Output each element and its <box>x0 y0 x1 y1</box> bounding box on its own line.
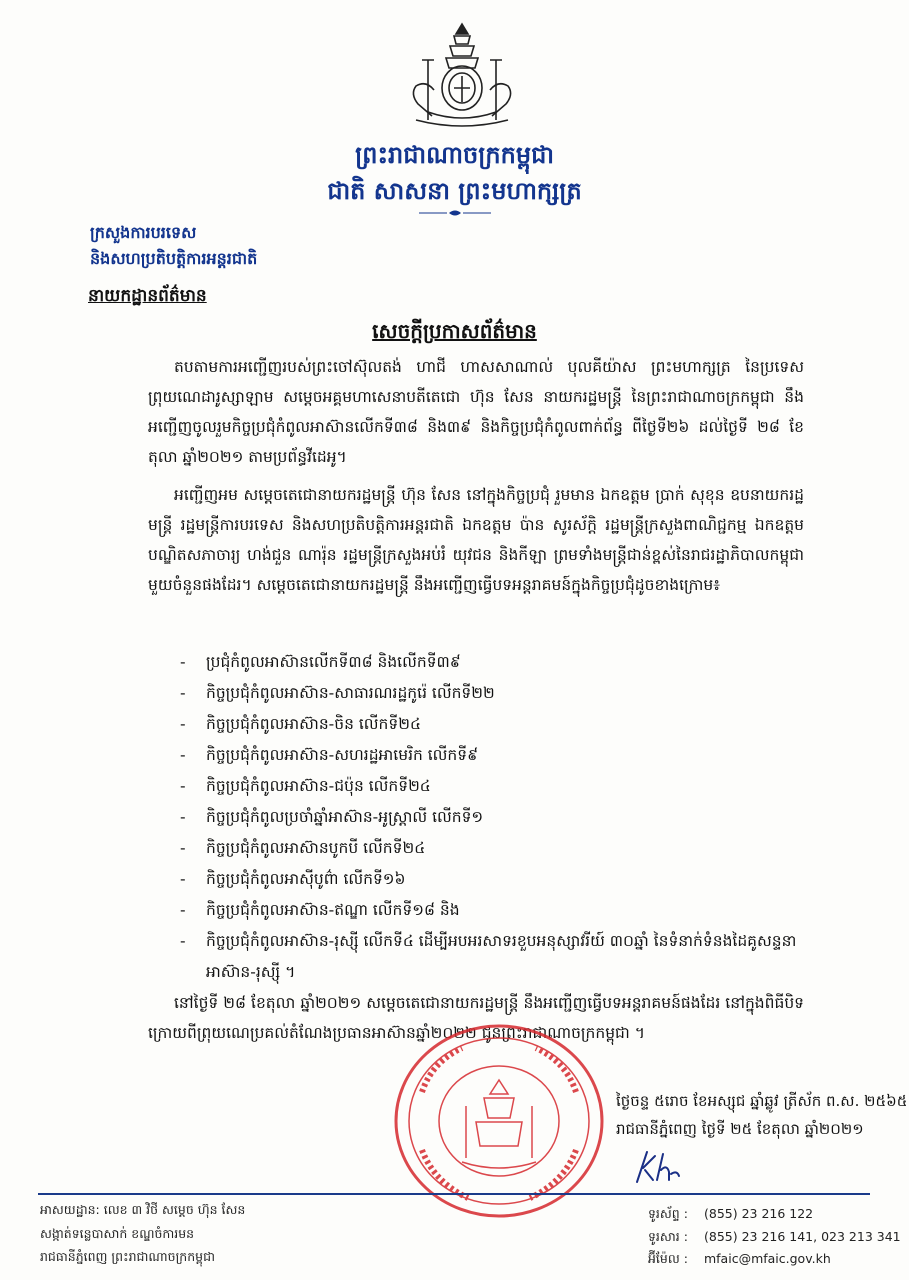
email-value: mfaic@mfaic.gov.kh <box>703 1251 831 1266</box>
list-item: - កិច្ចប្រជុំកំពូលប្រចាំឆ្នាំអាស៊ាន-អូស្ត្រាលី លើកទី១ <box>180 802 800 833</box>
list-item: - ប្រជុំកំពូលអាស៊ានលើកទី៣៨ និងលើកទី៣៩ <box>180 647 800 678</box>
fax-value: (855) 23 216 141, 023 213 341 <box>703 1229 901 1244</box>
date-lunar: ថ្ងៃចន្ទ ៥រោច ខែអស្សុជ ឆ្នាំឆ្លូវ ត្រីស័ក ព.ស. ២៥៦៥ <box>616 1092 908 1110</box>
signature-icon <box>633 1146 683 1186</box>
department-name: នាយកដ្ឋានព័ត៌មាន <box>88 286 207 306</box>
list-item: - កិច្ចប្រជុំកំពូលអាស៊ាន-សាធារណរដ្ឋកូរ៉េ លើកទី២២ <box>180 678 800 709</box>
list-item: - កិច្ចប្រជុំកំពូលអាស៊ានបូកបី លើកទី២៤ <box>180 833 800 864</box>
fax-label: ទូរសារ : <box>648 1229 688 1244</box>
list-item: - កិច្ចប្រជុំកំពូលអាស៊ីបូព៌ា លើកទី១៦ <box>180 864 800 895</box>
official-seal-icon <box>392 1022 606 1220</box>
list-item: - កិច្ចប្រជុំកំពូលអាស៊ាន-សហរដ្ឋអាមេរិក លើកទី៩ <box>180 740 800 771</box>
footer-divider <box>38 1193 870 1195</box>
list-item: - កិច្ចប្រជុំកំពូលអាស៊ាន-ចិន លើកទី២៤ <box>180 709 800 740</box>
ministry-name-line2: និងសហប្រតិបត្តិការអន្តរជាតិ <box>90 249 258 268</box>
paragraph-closing: នៅថ្ងៃទី ២៨ ខែតុលា ឆ្នាំ២០២១ សម្តេចតេជោនាយករដ្ឋមន្ត្រី នឹងអញ្ជើញធ្វើបទអន្តរាគមន៍ផងដែរ នៅក្នុងពិធីបិទ ក្រោយពីព្រុយណេប្រគល់តំណែងប្រធានអាស៊ានឆ្នាំ២០២២ ជូនព្រះរាជាណាចក្រកម្ពុជា ។ <box>148 994 804 1042</box>
national-motto: ជាតិ សាសនា ព្រះមហាក្សត្រ <box>327 176 582 205</box>
footer-address-line3: រាជធានីភ្នំពេញ ព្រះរាជាណាចក្រកម្ពុជា <box>40 1249 215 1264</box>
ministry-name-line1: ក្រសួងការបរទេស <box>90 223 197 242</box>
kingdom-title: ព្រះរាជាណាចក្រកម្ពុជា <box>355 140 554 169</box>
phone-label: ទូរស័ព្ទ : <box>648 1206 688 1221</box>
footer-fax <box>648 1229 901 1248</box>
list-item: - កិច្ចប្រជុំកំពូលអាស៊ាន-រុស្ស៊ី លើកទី៤ ដើម្បីអបអរសាទរខួបអនុស្សាវរីយ៍ ៣០ឆ្នាំ នៃទំនាក់ទំនងដៃគូសន្ទនាអាស៊ាន-រុស្ស៊ី ។ <box>180 926 800 988</box>
phone-value: (855) 23 216 122 <box>703 1206 814 1221</box>
email-label: អ៊ីម៉ែល : <box>648 1251 688 1266</box>
paragraph-delegation: អញ្ជើញអម សម្តេចតេជោនាយករដ្ឋមន្ត្រី ហ៊ុន សែន នៅក្នុងកិច្ចប្រជុំ រួមមាន ឯកឧត្តម ប្រាក់ សុខុន ឧបនាយករដ្ឋមន្ត្រី រដ្ឋមន្ត្រីការបរទេស និងសហប្រតិបត្តិការអន្តរជាតិ ឯកឧត្តម ប៉ាន សូរស័ក្តិ រដ្ឋមន្ត្រីក្រសួងពាណិជ្ជកម្ម ឯកឧត្តមបណ្ឌិតសភាចារ្យ ហង់ជួន ណារ៉ុន រដ្ឋមន្ត្រីក្រសួងអប់រំ យុវជន និងកីឡា ព្រមទាំងមន្ត្រីជាន់ខ្ពស់នៃរាជរដ្ឋាភិបាលកម្ពុជាមួយចំនួនផងដែរ។ សម្តេចតេជោនាយករដ្ឋមន្ត្រី នឹងអញ្ជើញធ្វើបទអន្តរាគមន៍ក្នុងកិច្ចប្រជុំដូចខាងក្រោម៖ <box>148 486 804 594</box>
document-title: សេចក្តីប្រកាសព័ត៌មាន <box>372 319 537 343</box>
footer-address-line2: សង្កាត់ទន្លេបាសាក់ ខណ្ឌចំការមន <box>40 1226 195 1241</box>
meeting-list <box>180 647 800 988</box>
footer-email <box>648 1251 831 1270</box>
list-item: - កិច្ចប្រជុំកំពូលអាស៊ាន-ជប៉ុន លើកទី២៤ <box>180 771 800 802</box>
paragraph-intro: តបតាមការអញ្ជើញរបស់ព្រះចៅស៊ុលតង់ ហាជី ហាសសាណាល់ បុលគីយ៉ាស ព្រះមហាក្សត្រ នៃប្រទេសព្រុយណេដារូស្សាឡាម សម្តេចអគ្គមហាសេនាបតីតេជោ ហ៊ុន សែន នាយករដ្ឋមន្ត្រី នៃព្រះរាជាណាចក្រកម្ពុជា នឹងអញ្ជើញចូលរួមកិច្ចប្រជុំកំពូលអាស៊ានលើកទី៣៨ និង៣៩ និងកិច្ចប្រជុំកំពូលពាក់ព័ន្ធ ពីថ្ងៃទី២៦ ដល់ថ្ងៃទី ២៨ ខែតុលា ឆ្នាំ២០២១ តាមប្រព័ន្ធវីដេអូ។ <box>148 358 804 466</box>
royal-coat-of-arms-icon <box>398 20 526 130</box>
footer-phone <box>648 1206 813 1225</box>
list-item: - កិច្ចប្រជុំកំពូលអាស៊ាន-ឥណ្ឌា លើកទី១៨ និង <box>180 895 800 926</box>
ornament-divider-icon <box>415 208 495 218</box>
date-solar: រាជធានីភ្នំពេញ ថ្ងៃទី ២៥ ខែតុលា ឆ្នាំ២០២១ <box>616 1120 864 1138</box>
footer-address-line1: អាសយដ្ឋាន: លេខ ៣ វិថី សម្តេច ហ៊ុន សែន <box>40 1202 246 1217</box>
